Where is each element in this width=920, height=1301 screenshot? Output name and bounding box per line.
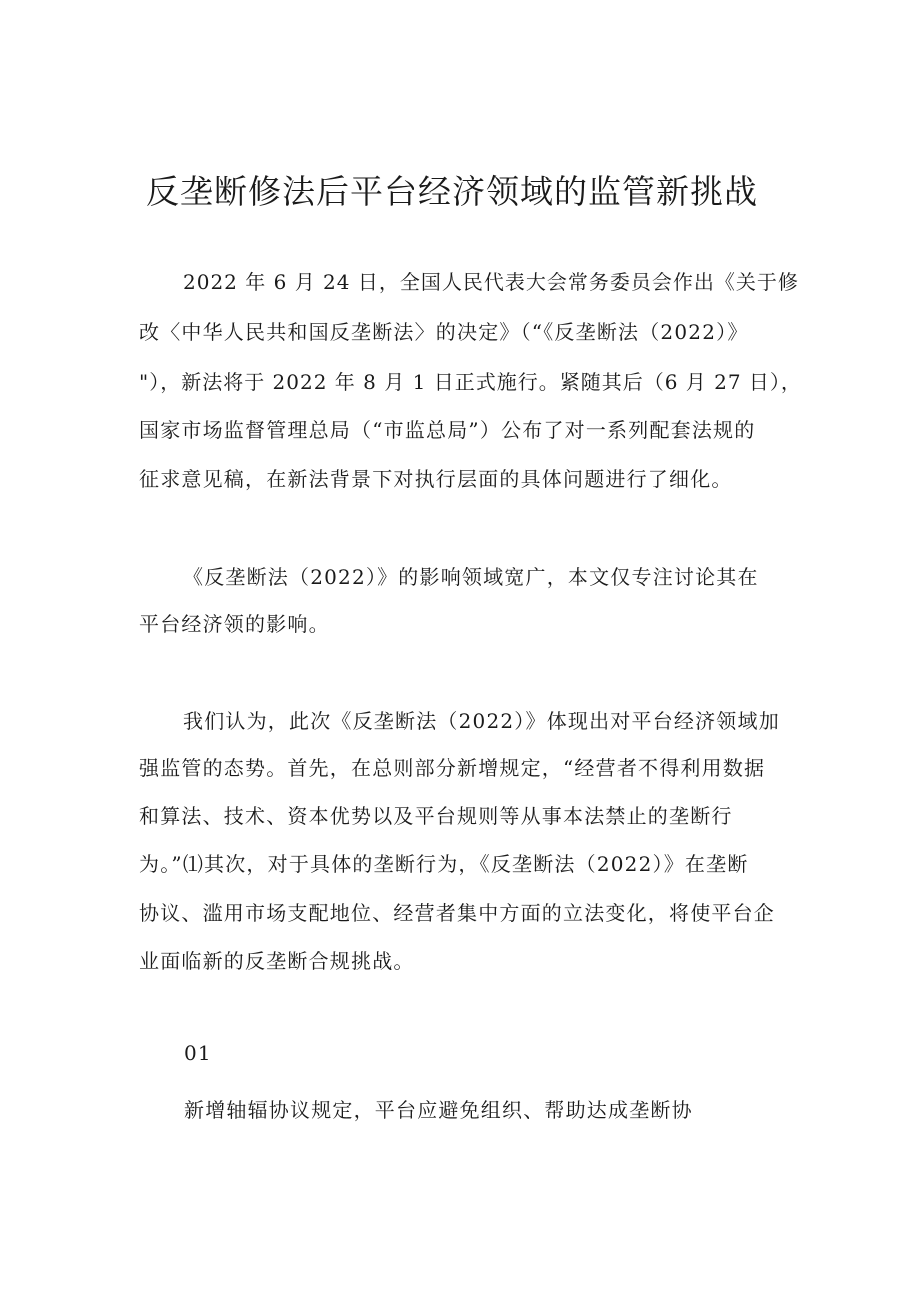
- paragraph-line: 国家市场监督管理总局（“市监总局”）公布了对一系列配套法规的: [139, 418, 756, 442]
- paragraph-line: 和算法、技术、资本优势以及平台规则等从事本法禁止的垄断行: [139, 804, 733, 828]
- paragraph-line: 改〈中华人民共和国反垄断法〉的决定》（“《反垄断法（2022）》: [139, 320, 749, 344]
- paragraph-line: 2022 年 6 月 24 日，全国人民代表大会常务委员会作出《关于修: [183, 270, 799, 294]
- document-title: 反垄断修法后平台经济领域的监管新挑战: [146, 172, 758, 211]
- paragraph-line: 业面临新的反垄断合规挑战。: [139, 949, 415, 973]
- section-number: 01: [184, 1041, 212, 1065]
- paragraph-line: 强监管的态势。首先，在总则部分新增规定，“经营者不得利用数据: [139, 756, 766, 780]
- paragraph-line: 协议、滥用市场支配地位、经营者集中方面的立法变化，将使平台企: [139, 901, 775, 925]
- paragraph-line: 《反垄断法（2022）》的影响领域宽广，本文仅专注讨论其在: [183, 565, 759, 589]
- paragraph-line: 平台经济领的影响。: [139, 612, 330, 636]
- paragraph-line: 征求意见稿，在新法背景下对执行层面的具体问题进行了细化。: [139, 467, 733, 491]
- paragraph-line: 为。”⑴其次，对于具体的垄断行为，《反垄断法（2022）》在垄断: [139, 852, 749, 876]
- paragraph-line: "），新法将于 2022 年 8 月 1 日正式施行。紧随其后（6 月 27 日），: [139, 370, 802, 394]
- section-heading: 新增轴辐协议规定，平台应避免组织、帮助达成垄断协: [184, 1098, 693, 1122]
- paragraph-line: 我们认为，此次《反垄断法（2022）》体现出对平台经济领域加: [183, 709, 780, 733]
